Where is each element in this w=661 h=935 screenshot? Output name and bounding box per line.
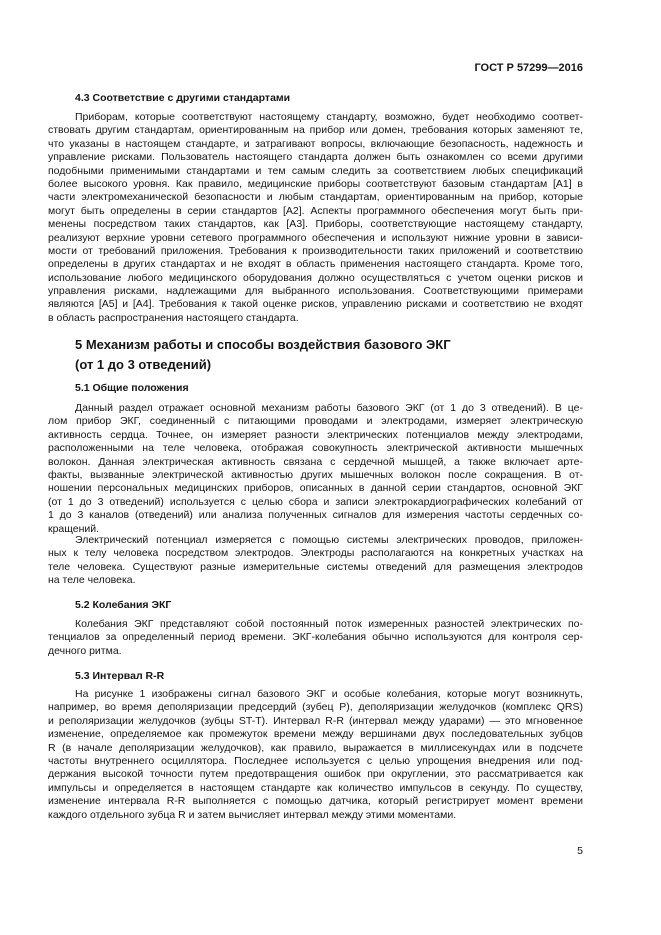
section-5-3-paragraph-1: [48, 688, 583, 822]
text-line: управление рисками. Пользователь настоящего стандарта должен быть ознакомлен со всеми другими: [48, 151, 583, 164]
text-line: на теле человека.: [48, 574, 136, 587]
section-4-3-heading: 4.3 Соответствие с другими стандартами: [75, 92, 291, 104]
page-number: 5: [577, 845, 583, 857]
text-line: более высокого уровня. Как правило, медицинские приборы соответствуют базовым стандартам [A1] в: [48, 177, 583, 190]
text-line: например, во время деполяризации предсердий (зубец P), деполяризации желудочков (комплекс QRS): [48, 701, 583, 714]
text-line: активность сердца. Точнее, он измеряет разности электрических потенциалов между электродами,: [48, 428, 583, 441]
section-5-heading-line-2: (от 1 до 3 отведений): [75, 357, 212, 372]
text-line: в область распространения настоящего стандарта.: [48, 311, 299, 324]
section-5-3-heading: 5.3 Интервал R-R: [75, 670, 165, 682]
section-5-2-heading: 5.2 Колебания ЭКГ: [75, 599, 172, 611]
text-line: и реполяризации желудочков (зубцы ST-T). Интервал R-R (интервал между ударами) — это мгновенное: [48, 714, 583, 727]
text-line: кращений.: [48, 522, 100, 535]
text-line: 1 до 3 каналов (отведений) или анализа полученных сигналов для измерения частоты сердечных со-: [48, 509, 583, 522]
text-line: мости от требований приложения. Требования к производительности таких приложений и соответствию: [48, 244, 583, 257]
text-line: что указаны в настоящем стандарте, и затрагивают вопросы, включающие безопасность, надежность и: [48, 137, 583, 150]
text-line: расположенными на теле человека, отображая совокупность электрической активности мышечных: [48, 442, 583, 455]
text-line: могут быть определены в серии стандартов [A2]. Аспекты программного обеспечения могут быть при-: [48, 204, 583, 217]
text-line: реализуют верхние уровни сетевого программного обеспечения и используют нижние уровни в зависи-: [48, 231, 583, 244]
text-line: держания высокой точности путем предотвращения ошибок при округлении, это рассматривается как: [48, 768, 583, 781]
section-5-2-paragraph-1: [48, 618, 583, 658]
text-line: волокон. Данная электрическая активность связана с сердечной мышцей, а также включает арте-: [48, 455, 583, 468]
section-4-3-paragraph-1: [48, 111, 583, 325]
text-line: факты, вызванные электрической активностью других мышечных волокон после сокращения. В от-: [48, 468, 583, 481]
text-line: изменение, определяемое как промежуток времени между вершинами двух последовательных зубцов: [48, 728, 583, 741]
text-line: дечного ритма.: [48, 644, 122, 657]
text-line: Данный раздел отражает основной механизм работы базового ЭКГ (от 1 до 3 отведений). В це-: [75, 402, 583, 414]
text-line: теле человека. Существуют разные измерительные системы отведений для размещения электродов: [48, 560, 583, 573]
text-line: лом прибор ЭКГ, соединенный с питающими проводами и электродами, измеряет электрическую: [48, 415, 583, 428]
text-line: управления рисками, надлежащими для выбранного использования. Соответствующими примерами: [48, 285, 583, 298]
text-line: изменение интервала R-R выполняется с помощью датчика, который регистрирует момент времени: [48, 795, 583, 808]
text-line: определены в других стандартах и не входят в область применения настоящего стандарта. Кроме того,: [48, 258, 583, 271]
text-line: Колебания ЭКГ представляют собой постоянный поток измеренных разностей электрических по-: [75, 618, 583, 630]
text-line: На рисунке 1 изображены сигнал базового ЭКГ и особые колебания, которые могут возникнуть,: [75, 688, 583, 700]
text-line: частоты внутреннего осциллятора. Последнее используется с целью упрощения внедрения или под-: [48, 754, 583, 767]
text-line: импульсы и определяется в настоящем стандарте как количество импульсов в секунду. По существу,: [48, 781, 583, 794]
section-5-heading-line-1: 5 Механизм работы и способы воздействия базового ЭКГ: [75, 337, 451, 352]
text-line: менены посредством таких стандартов, как [A3]. Приборы, соответствующие настоящему стандарту,: [48, 218, 583, 231]
text-line: (от 1 до 3 отведений) используется с целью сбора и записи электрокардиографических колебаний от: [48, 495, 583, 508]
text-line: использование любого медицинского оборудования должно осуществляться с учетом оценки рисков и: [48, 271, 583, 284]
section-5-1-paragraph-2: [48, 534, 583, 588]
text-line: ных к телу человека посредством электродов. Электроды располагаются на конкретных участках на: [48, 547, 583, 560]
document-designation: ГОСТ Р 57299—2016: [474, 62, 583, 74]
text-line: Приборам, которые соответствуют настоящему стандарту, возможно, будет необходимо соответ-: [75, 111, 583, 123]
text-line: являются [A5] и [A4]. Требования к такой оценке рисков, управлению рисками и соответствию не входят: [48, 298, 583, 311]
text-line: ношении персональных медицинских приборов, описанных в данной серии стандартов, основной ЭКГ: [48, 482, 583, 495]
section-5-1-paragraph-1: [48, 402, 583, 536]
text-line: R (в начале деполяризации желудочков), как правило, выражается в миллисекундах или в подсчете: [48, 741, 583, 754]
text-line: тенциалов за определенный период времени. ЭКГ-колебания обычно используются для контроля сер-: [48, 631, 583, 644]
text-line: ствовать другим стандартам, ориентированным на прибор или домен, требования которых заменяют те,: [48, 124, 583, 137]
text-line: Электрический потенциал измеряется с помощью системы электрических проводов, приложен-: [75, 534, 583, 546]
text-line: части электромеханической безопасности и любым стандартам, ориентированным на прибор, которые: [48, 191, 583, 204]
section-5-1-heading: 5.1 Общие положения: [75, 382, 189, 394]
section-5-heading: [75, 335, 451, 375]
text-line: каждого отдельного зубца R и затем вычисляет интервал между этими моментами.: [48, 808, 457, 821]
text-line: подобными применимыми стандартами и тем самым следить за соответствием любых спецификаций: [48, 164, 583, 177]
